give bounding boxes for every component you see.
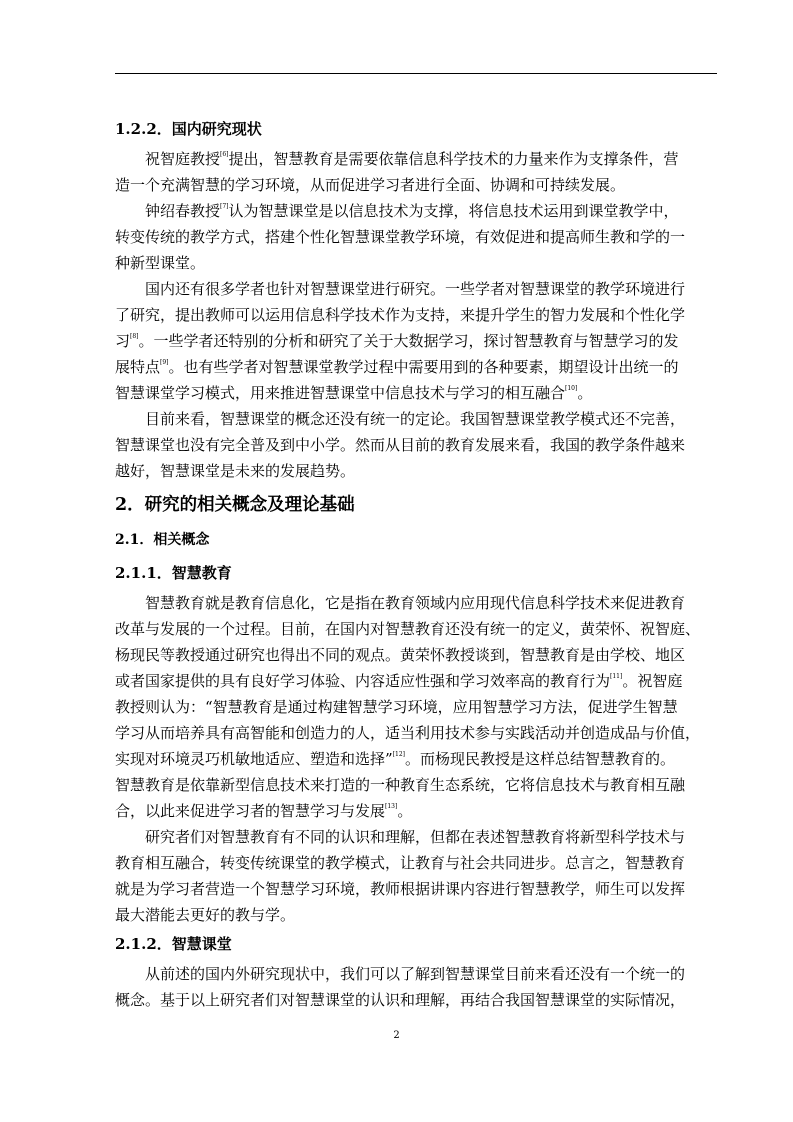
citation: [11] <box>610 673 623 680</box>
citation: [10] <box>565 385 578 392</box>
citation: [6] <box>220 151 229 158</box>
heading-2-1-1: 2.1.1．智慧教育 <box>115 564 232 582</box>
citation: [9] <box>160 359 169 366</box>
paragraph: 祝智庭教授[6]提出，智慧教育是需要依靠信息科学技术的力量来作为支撑条件，营 造一个充满智慧的学习环境，从而促进学习者进行全面、协调和可持续发展。 <box>115 150 679 194</box>
citation: [7] <box>220 203 229 210</box>
paragraph: 从前述的国内外研究现状中，我们可以了解到智慧课堂目前来看还没有一个统一的 概念。基于以上研究者们对智慧课堂的认识和理解，再结合我国智慧课堂的实际情况， <box>115 965 686 1009</box>
citation: [8] <box>130 333 139 340</box>
page-number: 2 <box>393 1030 400 1041</box>
header-rule <box>115 73 717 74</box>
paragraph: 钟绍春教授[7]认为智慧课堂是以信息技术为支撑，将信息技术运用到课堂教学中， 转变传统的教学方式，搭建个性化智慧课堂教学环境，有效促进和提高师生教和学的一 种新型课堂。 <box>115 202 686 272</box>
document-body <box>115 113 717 1013</box>
heading-2: 2．研究的相关概念及理论基础 <box>115 495 355 515</box>
paragraph: 国内还有很多学者也针对智慧课堂进行研究。一些学者对智慧课堂的教学环境进行 了研究，提出教师可以运用信息科学技术作为支持，来提升学生的智力发展和个性化学 习[8]。一些学者还特别的分析和研究了关于大数据学习，探讨智慧教育与智慧学习的发 展特点[9]。也有些学者对智慧课堂教学过程中需要用到的各种要素，期望设计出统一的 智慧课堂学习模式，用来推进智慧课堂中信息技术与学习的相互融合[10]。 <box>115 280 686 402</box>
paragraph: 研究者们对智慧教育有不同的认识和理解，但都在表述智慧教育将新型科学技术与 教育相互融合，转变传统课堂的教学模式，让教育与社会共同进步。总言之，智慧教育 就是为学习者营造一个智慧学习环境，教师根据讲课内容进行智慧教学，师生可以发挥 最大潜能去更好的教与学。 <box>115 828 686 924</box>
citation: [13] <box>385 803 398 810</box>
heading-2-1: 2.1．相关概念 <box>115 532 210 548</box>
heading-1-2-2: 1.2.2．国内研究现状 <box>115 120 262 138</box>
paragraph: 目前来看，智慧课堂的概念还没有统一的定论。我国智慧课堂教学模式还不完善， 智慧课堂也没有完全普及到中小学。然而从目前的教育发展来看，我国的教学条件越来 越好，智慧课堂是未来的发展趋势。 <box>115 410 686 480</box>
citation: [12] <box>392 751 405 758</box>
paragraph: 智慧教育就是教育信息化，它是指在教育领域内应用现代信息科学技术来促进教育 改革与发展的一个过程。目前，在国内对智慧教育还没有统一的定义，黄荣怀、祝智庭、 杨现民等教授通过研究也得出不同的观点。黄荣怀教授谈到，智慧教育是由学校、地区 或者国家提供的具有良好学习体验、内容适应性强和学习效率高的教育行为[11]。祝智庭 教授则认为：“智慧教育是通过构建智慧学习环境，应用智慧学习方法，促进学生智慧 学习从而培养具有高智能和创造力的人，适当利用技术参与实践活动并创造成品与价值， 实现对环境灵巧机敏地适应、塑造和选择”[12]。而杨现民教授是这样总结智慧教育的。 智慧教育是依靠新型信息技术来打造的一种教育生态系统，它将信息技术与教育相互融 合，以此来促进学习者的智慧学习与发展[13]。 <box>115 594 701 820</box>
heading-2-1-2: 2.1.2．智慧课堂 <box>115 935 232 953</box>
